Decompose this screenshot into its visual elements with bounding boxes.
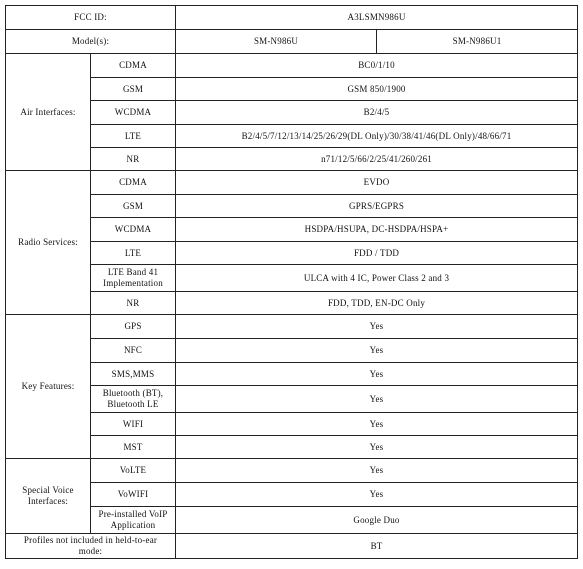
- feature-bluetooth-label: [91, 386, 176, 413]
- spec-table: [5, 5, 578, 559]
- model-value-1: SM-N986U: [176, 30, 377, 54]
- radio-row-gsm: [6, 195, 578, 218]
- feature-row-sms: [6, 363, 578, 386]
- voice-row-volte: [6, 459, 578, 483]
- radio-row-nr: [6, 292, 578, 315]
- feature-nfc-label: NFC: [91, 339, 176, 363]
- air-wcdma-label: WCDMA: [91, 101, 176, 125]
- voice-voip-label-line1: Pre-installed VoIP: [98, 509, 168, 519]
- radio-gsm-value: GPRS/EGPRS: [176, 195, 578, 218]
- feature-sms-label: SMS,MMS: [91, 363, 176, 386]
- feature-gps-label: GPS: [91, 315, 176, 339]
- feature-bluetooth-label-line1: Bluetooth (BT),: [102, 388, 164, 398]
- radio-lte-band41-label-line2: Implementation: [103, 278, 163, 288]
- voice-row-vowifi: [6, 483, 578, 507]
- special-voice-label-line1: Special Voice: [22, 485, 74, 495]
- feature-gps-value: Yes: [176, 315, 578, 339]
- air-wcdma-value: B2/4/5: [176, 101, 578, 125]
- feature-row-gps: [6, 315, 578, 339]
- fcc-id-value: A3LSMN986U: [176, 6, 578, 30]
- voice-voip-value: Google Duo: [176, 507, 578, 534]
- radio-nr-value: FDD, TDD, EN-DC Only: [176, 292, 578, 315]
- air-cdma-label: CDMA: [91, 54, 176, 78]
- air-nr-label: NR: [91, 148, 176, 171]
- air-row-lte: [6, 125, 578, 148]
- feature-mst-label: MST: [91, 436, 176, 459]
- radio-lte-value: FDD / TDD: [176, 242, 578, 265]
- air-row-gsm: [6, 78, 578, 101]
- radio-lte-label: LTE: [91, 242, 176, 265]
- air-cdma-value: BC0/1/10: [176, 54, 578, 78]
- fcc-id-label: FCC ID:: [6, 6, 176, 30]
- profiles-label: [6, 534, 176, 559]
- air-row-wcdma: [6, 101, 578, 125]
- profiles-label-line2: mode:: [78, 546, 103, 556]
- profiles-label-line1: Profiles not included in held-to-ear: [23, 535, 158, 545]
- air-gsm-value: GSM 850/1900: [176, 78, 578, 101]
- radio-row-lte-band41: [6, 265, 578, 292]
- key-features-label: Key Features:: [6, 315, 91, 459]
- air-lte-value: B2/4/5/7/12/13/14/25/26/29(DL Only)/30/38/41/46(DL Only)/48/66/71: [176, 125, 578, 148]
- voice-vowifi-label: VoWIFI: [91, 483, 176, 507]
- air-lte-label: LTE: [91, 125, 176, 148]
- voice-vowifi-value: Yes: [176, 483, 578, 507]
- voice-volte-label: VoLTE: [91, 459, 176, 483]
- feature-bluetooth-label-line2: Bluetooth LE: [107, 399, 159, 409]
- radio-lte-band41-label-line1: LTE Band 41: [107, 267, 159, 277]
- feature-row-mst: [6, 436, 578, 459]
- radio-row-lte: [6, 242, 578, 265]
- profiles-row: [6, 534, 578, 559]
- radio-nr-label: NR: [91, 292, 176, 315]
- feature-nfc-value: Yes: [176, 339, 578, 363]
- fcc-id-row: [6, 6, 578, 30]
- model-value-2: SM-N986U1: [377, 30, 578, 54]
- profiles-value: BT: [176, 534, 578, 559]
- feature-sms-value: Yes: [176, 363, 578, 386]
- feature-mst-value: Yes: [176, 436, 578, 459]
- feature-wifi-value: Yes: [176, 413, 578, 436]
- special-voice-label-line2: Interfaces:: [27, 496, 69, 506]
- radio-row-cdma: [6, 171, 578, 195]
- radio-wcdma-value: HSDPA/HSUPA, DC-HSDPA/HSPA+: [176, 218, 578, 242]
- radio-row-wcdma: [6, 218, 578, 242]
- feature-row-nfc: [6, 339, 578, 363]
- air-nr-value: n71/12/5/66/2/25/41/260/261: [176, 148, 578, 171]
- radio-lte-band41-label: [91, 265, 176, 292]
- radio-lte-band41-value: ULCA with 4 IC, Power Class 2 and 3: [176, 265, 578, 292]
- air-row-nr: [6, 148, 578, 171]
- voice-row-voip: [6, 507, 578, 534]
- special-voice-label: [6, 459, 91, 534]
- feature-row-bluetooth: [6, 386, 578, 413]
- radio-wcdma-label: WCDMA: [91, 218, 176, 242]
- feature-bluetooth-value: Yes: [176, 386, 578, 413]
- air-gsm-label: GSM: [91, 78, 176, 101]
- models-row: [6, 30, 578, 54]
- feature-wifi-label: WIFI: [91, 413, 176, 436]
- radio-gsm-label: GSM: [91, 195, 176, 218]
- air-row-cdma: [6, 54, 578, 78]
- voice-volte-value: Yes: [176, 459, 578, 483]
- voice-voip-label-line2: Application: [110, 520, 156, 530]
- air-interfaces-label: Air Interfaces:: [6, 54, 91, 171]
- model-label: Model(s):: [6, 30, 176, 54]
- feature-row-wifi: [6, 413, 578, 436]
- radio-cdma-label: CDMA: [91, 171, 176, 195]
- voice-voip-label: [91, 507, 176, 534]
- radio-cdma-value: EVDO: [176, 171, 578, 195]
- radio-services-label: Radio Services:: [6, 171, 91, 315]
